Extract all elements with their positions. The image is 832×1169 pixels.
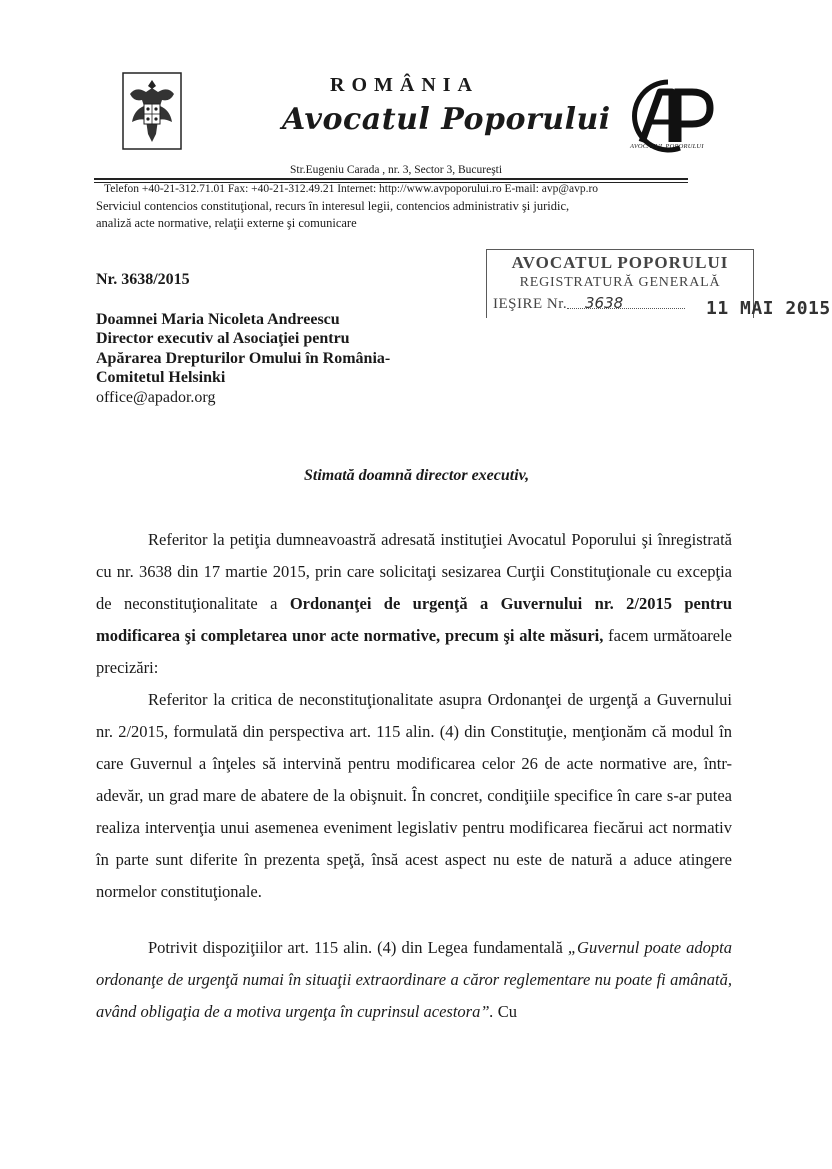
addressee-title: Director executiv al Asociaţiei pentru bbox=[96, 330, 350, 347]
country-name: ROMÂNIA bbox=[330, 74, 479, 96]
logo-caption: AVOCATUL POPORULUI bbox=[630, 143, 704, 150]
header-rule bbox=[94, 178, 688, 180]
contact-line: Telefon +40-21-312.71.01 Fax: +40-21-312.49.21 Internet: http://www.avpoporului.ro E-mail: avp@avp.ro bbox=[104, 183, 599, 195]
addressee-organization-cont: Comitetul Helsinki bbox=[96, 369, 226, 386]
body-paragraph-2: Referitor la critica de neconstituţionalitate asupra Ordonanţei de urgenţă a Guvernului nr. 2/2015, formulată din perspectiva art. 115 alin. (4) din Constituţie, menţionăm că modul în care Guvernul a înţeles să intervină pentru modificarea celor 26 de acte normative are, într-adevăr, un grad mare de abatere de la obişnuit. În concret, condiţiile specifice în care s-ar putea realiza intervenţia unui asemenea eveniment legislativ pentru modificarea fiecărui act normativ în parte sunt diferite în prezenta speţă, însă acest aspect nu este de natură a aduce atingere normelor constituţionale. bbox=[96, 690, 732, 901]
constitution-quote: „Guvernul poate adopta ordonanţe de urgenţă numai în situaţii extraordinare a căror reglementare nu poate fi amânată, având obligaţia de a motiva urgenţa în cuprinsul acestora”. bbox=[96, 938, 732, 1021]
salutation: Stimată doamnă director executiv, bbox=[304, 467, 530, 484]
paragraph-text: Referitor la petiţia dumneavoastră adresată instituţiei Avocatul Poporului şi înregistrată cu nr. 3638 din 17 martie 2015, prin care solicitaţi sesizarea Curţii Constituţionale cu excepţia de neconstituţionalitate a bbox=[96, 530, 732, 613]
paragraph-text: Potrivit dispoziţiilor art. 115 alin. (4) din Legea fundamentală bbox=[148, 938, 568, 957]
addressee-organization: Apărarea Drepturilor Omului în România- bbox=[96, 350, 391, 367]
addressee-email: office@apador.org bbox=[96, 389, 216, 406]
institution-name: Avocatul Poporului bbox=[282, 102, 611, 137]
stamp-number: 3638 bbox=[585, 294, 624, 312]
reference-number: Nr. 3638/2015 bbox=[96, 271, 190, 288]
department-line-2: analiză acte normative, relaţii externe şi comunicare bbox=[96, 216, 357, 230]
stamp-date: 11 MAI 2015 bbox=[706, 298, 831, 319]
paragraph-text: facem următoarele precizări: bbox=[96, 626, 732, 677]
paragraph-text: Cu bbox=[493, 1002, 518, 1021]
department-line-1: Serviciul contencios constituţional, recurs în interesul legii, contencios administrativ şi juridic, bbox=[96, 199, 570, 213]
institution-address: Str.Eugeniu Carada , nr. 3, Sector 3, Bucureşti bbox=[290, 164, 503, 176]
body-paragraph-1 bbox=[96, 524, 732, 684]
stamp-subtitle: REGISTRATURĂ GENERALĂ bbox=[519, 275, 721, 290]
ordinance-title: Ordonanţei de urgenţă a Guvernului nr. 2/2015 pentru modificarea şi completarea unor acte normative, precum şi alte măsuri, bbox=[96, 594, 732, 645]
addressee-name: Doamnei Maria Nicoleta Andreescu bbox=[96, 311, 340, 328]
stamp-exit-label: IEŞIRE Nr. bbox=[493, 296, 568, 312]
body-paragraph-3 bbox=[96, 932, 732, 1028]
stamp-title: AVOCATUL POPORULUI bbox=[511, 253, 729, 272]
coat-of-arms-icon bbox=[122, 72, 182, 150]
